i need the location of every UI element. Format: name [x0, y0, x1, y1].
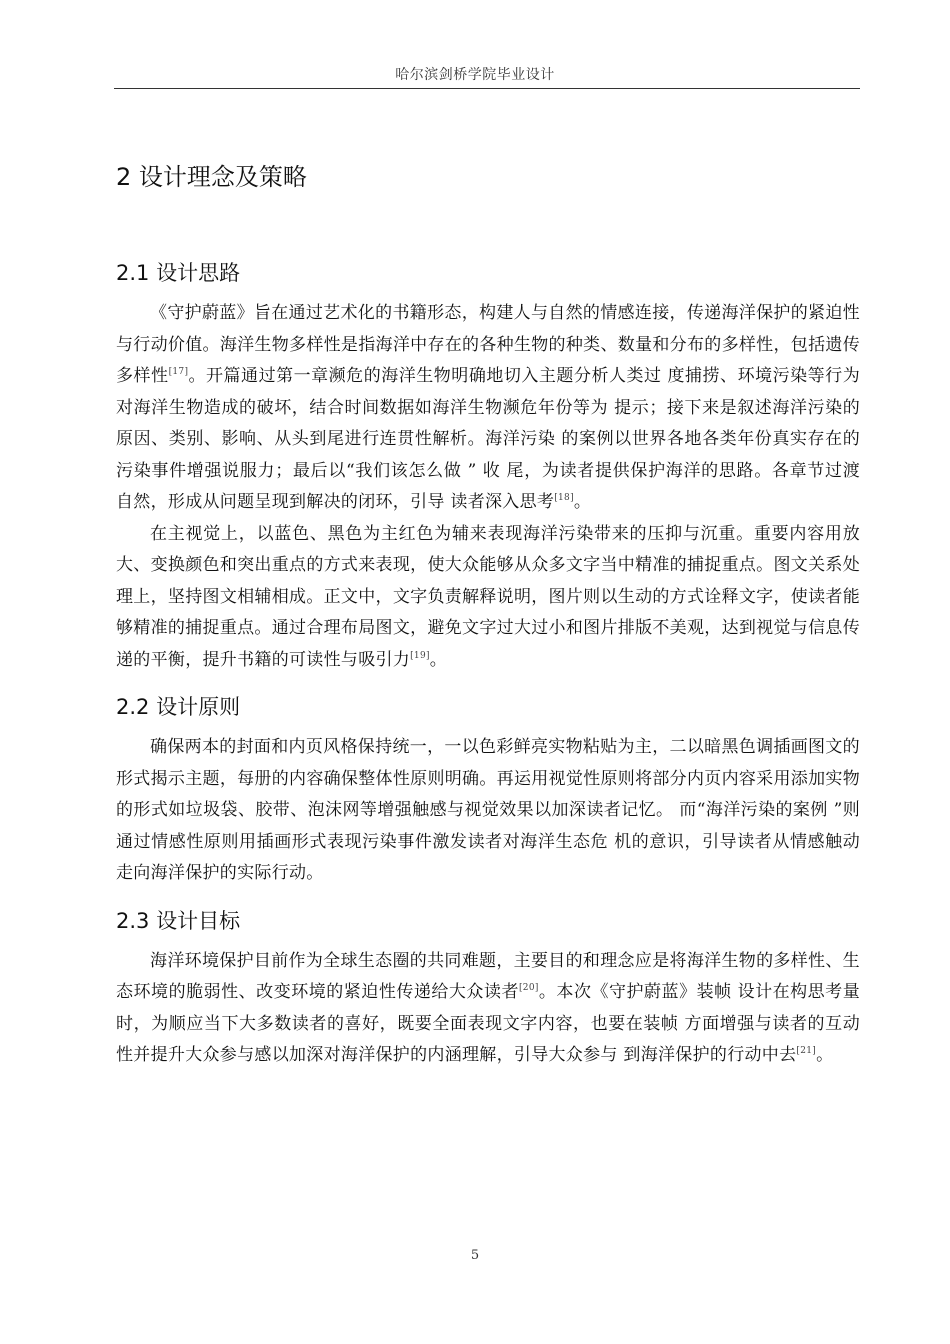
- page-number: 5: [470, 1248, 480, 1263]
- document-body: [116, 160, 860, 1072]
- paragraph: 《守护蔚蓝》旨在通过艺术化的书籍形态，构建人与自然的情感连接，传递海洋保护的紧迫性与行动价值。海洋生物多样性是指海洋中存在的各种生物的种类、数量和分布的多样性，包括遗传多样性[17]。开篇通过第一章濒危的海洋生物明确地切入主题分析人类过 度捕捞、环境污染等行为对海洋生物造成的破坏，结合时间数据如海洋生物濒危年份等为 提示；接下来是叙述海洋污染的原因、类别、影响、从头到尾进行连贯性解析。海洋污染 的案例以世界各地各类年份真实存在的污染事件增强说服力；最后以“我们该怎么做 ” 收 尾，为读者提供保护海洋的思路。各章节过渡自然，形成从问题呈现到解决的闭环，引导 读者深入思考[18]。: [116, 303, 861, 512]
- section-heading: 2.1 设计思路: [116, 261, 241, 285]
- section-heading: 2.2 设计原则: [116, 695, 241, 719]
- paragraph: 在主视觉上，以蓝色、黑色为主红色为辅来表现海洋污染带来的压抑与沉重。重要内容用放大、变换颜色和突出重点的方式来表现，使大众能够从众多文字当中精准的捕捉重点。图文关系处理上，坚持图文相辅相成。正文中，文字负责解释说明，图片则以生动的方式诠释文字，使读者能够精准的捕捉重点。通过合理布局图文，避免文字过大过小和图片排版不美观，达到视觉与信息传递的平衡，提升书籍的可读性与吸引力[19]。: [116, 523, 860, 670]
- section-2-3: [116, 904, 860, 1072]
- citation-ref: [18]: [554, 493, 574, 503]
- paragraph: 海洋环境保护目前作为全球生态圈的共同难题，主要目的和理念应是将海洋生物的多样性、生态环境的脆弱性、改变环境的紧迫性传递给大众读者[20]。本次《守护蔚蓝》装帧 设计在构思考量时，为顺应当下大多数读者的喜好，既要全面表现文字内容，也要在装帧 方面增强与读者的互动性并提升大众参与感以加深对海洋保护的内涵理解，引导大众参与 到海洋保护的行动中去[21]。: [116, 950, 860, 1065]
- citation-ref: [21]: [796, 1046, 817, 1056]
- paragraph: 确保两本的封面和内页风格保持统一，一以色彩鲜亮实物粘贴为主，二以暗黑色调插画图文的形式揭示主题，每册的内容确保整体性原则明确。再运用视觉性原则将部分内页内容采用添加实物的形式如垃圾袋、胶带、泡沫网等增强触感与视觉效果以加深读者记忆。 而“海洋污染的案例 ”则通过情感性原则用插画形式表现污染事件激发读者对海洋生态危 机的意识，引导读者从情感触动走向海洋保护的实际行动。: [116, 737, 860, 883]
- section-2-1: [116, 256, 860, 676]
- citation-ref: [17]: [168, 367, 189, 377]
- section-2-2: [116, 690, 860, 890]
- section-heading: 2.3 设计目标: [116, 908, 241, 933]
- chapter-title: 2 设计理念及策略: [116, 163, 307, 191]
- citation-ref: [19]: [410, 650, 430, 661]
- header-divider: [114, 88, 860, 89]
- running-header: 哈尔滨剑桥学院毕业设计: [395, 67, 555, 83]
- citation-ref: [20]: [519, 983, 539, 993]
